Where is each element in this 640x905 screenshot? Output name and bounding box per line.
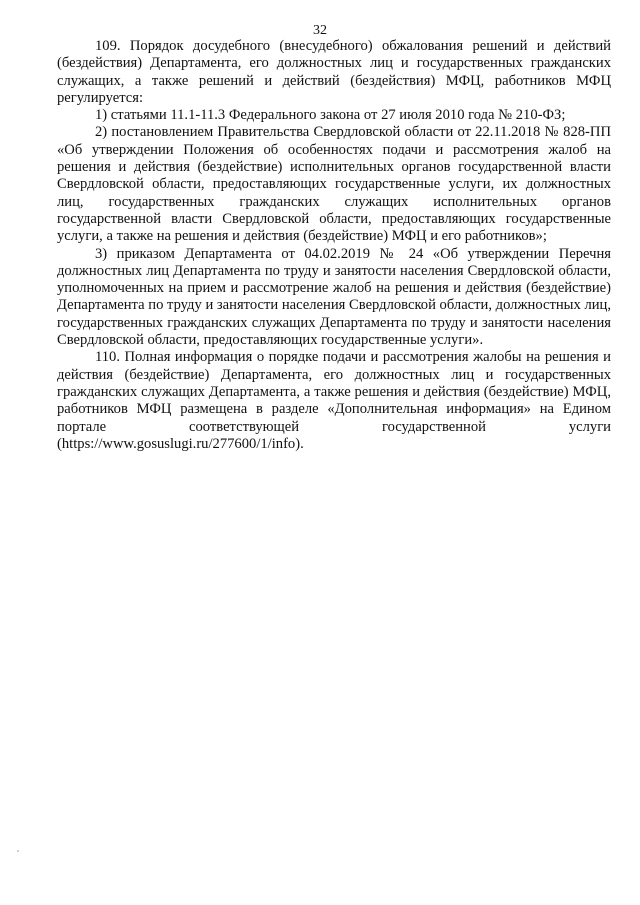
page-number: 32 bbox=[313, 23, 327, 38]
list-item-1: 1) статьями 11.1-11.3 Федерального закона от 27 июля 2010 года № 210-ФЗ; bbox=[95, 107, 566, 124]
scan-speck bbox=[17, 850, 19, 852]
list-item-2: 2) постановлением Правительства Свердловской области от 22.11.2018 № 828-ПП «Об утверждении Положения об особенностях подачи и рассмотрения жалоб на решения и действия (бездействие) исполнительных органов государственной власти Свердловской области, предоставляющих государственные услуги, их должностных лиц, государственных гражданских служащих исполнительных органов государственной власти Свердловской области, предоставляющих государственные услуги, а также на решения и действия (бездействие) МФЦ и его работников»; bbox=[57, 124, 611, 245]
list-item-3: 3) приказом Департамента от 04.02.2019 № 24 «Об утверждении Перечня должностных лиц Департамента по труду и занятости населения Свердловской области, уполномоченных на прием и рассмотрение жалоб на решения и действия (бездействие) Департамента по труду и занятости населения Свердловской области, должностных лиц, государственных гражданских служащих Департамента по труду и занятости населения Свердловской области, предоставляющих государственные услуги». bbox=[57, 245, 611, 349]
document-body bbox=[57, 38, 611, 453]
paragraph-110: 110. Полная информация о порядке подачи и рассмотрения жалобы на решения и действия (бездействие) Департамента, его должностных лиц и государственных гражданских служащих Департамента, а также решения и действия (бездействие) МФЦ, работников МФЦ размещена в разделе «Дополнительная информация» на Едином портале соответствующей государственной услуги (https://www.gosuslugi.ru/277600/1/info). bbox=[57, 349, 611, 452]
paragraph-109: 109. Порядок досудебного (внесудебного) обжалования решений и действий (бездействия) Департамента, его должностных лиц и государственных гражданских служащих, а также решений и действий (бездействия) МФЦ, работников МФЦ регулируется: bbox=[57, 38, 611, 106]
